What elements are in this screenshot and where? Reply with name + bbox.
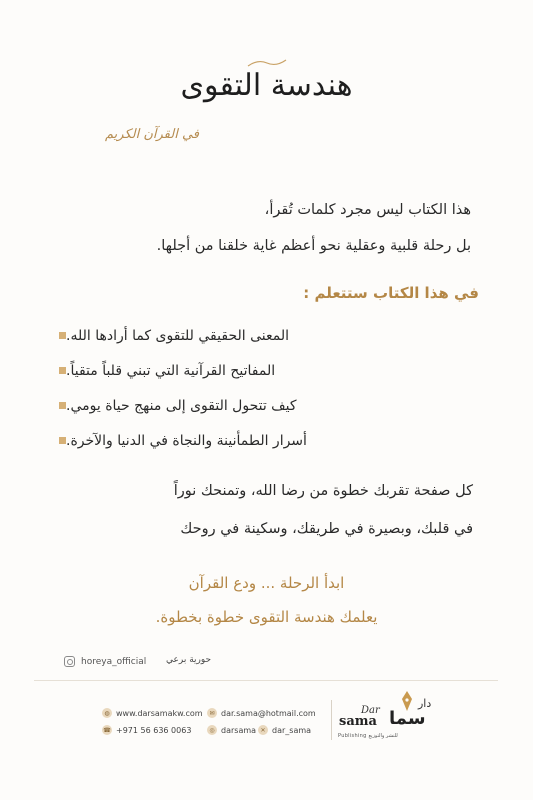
author-handle: horeya_official [81, 656, 147, 667]
instagram-link[interactable] [207, 725, 256, 735]
instagram-text: darsama [221, 725, 257, 735]
list-item-text: كيف تتحول التقوى إلى منهج حياة يومي. [66, 397, 297, 414]
bullet-square-icon [59, 332, 66, 339]
x-link[interactable] [258, 725, 311, 735]
bullet-square-icon [59, 402, 66, 409]
cta-line-2: يعلمك هندسة التقوى خطوة بخطوة. [155, 608, 378, 626]
phone-text: +971 56 636 0063 [116, 725, 192, 735]
title-ornament [246, 58, 288, 68]
list-item-text: المعنى الحقيقي للتقوى كما أرادها الله. [66, 327, 289, 344]
publisher-dar-en: Dar [361, 705, 380, 716]
learning-points-list [45, 318, 475, 458]
phone-link[interactable] [102, 725, 191, 735]
cta-line-1: ابدأ الرحلة ... ودع القرآن [188, 574, 345, 592]
instagram-icon: ◎ [207, 725, 217, 735]
logo-divider [331, 700, 332, 740]
intro-line-2: بل رحلة قلبية وعقلية نحو أعظم غاية خلقنا من أجلها. [156, 238, 471, 254]
list-item-text: المفاتيح القرآنية التي تبني قلباً متقياً. [66, 362, 276, 379]
intro-paragraph [31, 192, 471, 264]
x-text: dar_sama [272, 725, 312, 735]
list-item [45, 318, 475, 353]
mail-icon: ✉ [207, 708, 217, 718]
call-to-action [0, 566, 533, 634]
list-item-text: أسرار الطمأنينة والنجاة في الدنيا والآخرة. [66, 432, 307, 449]
list-item [45, 353, 475, 388]
list-item [45, 423, 475, 458]
email-link[interactable] [207, 708, 316, 718]
website-link[interactable] [102, 708, 203, 718]
publisher-sama-ar: سما [389, 708, 426, 729]
x-icon: ✕ [258, 725, 268, 735]
website-text: www.darsamakw.com [116, 708, 203, 718]
book-subtitle: في القرآن الكريم [105, 127, 199, 142]
closing-line-2: في قلبك، وبصيرة في طريقك، وسكينة في روحك [180, 521, 473, 537]
publisher-sama-en: sama [339, 714, 377, 729]
instagram-icon [64, 656, 75, 667]
author-signature: حورية برعي [166, 655, 212, 665]
footer-divider [34, 680, 498, 681]
email-text: dar.sama@hotmail.com [221, 708, 316, 718]
bullet-square-icon [59, 437, 66, 444]
list-item [45, 388, 475, 423]
closing-paragraph [33, 472, 473, 548]
author-instagram[interactable] [64, 656, 146, 667]
phone-icon: ☎ [103, 726, 111, 734]
intro-line-1: هذا الكتاب ليس مجرد كلمات تُقرأ، [264, 202, 471, 218]
publisher-dar-ar: دار [418, 697, 432, 710]
publisher-tagline: Publishing للنشر والتوزيع [338, 733, 398, 739]
closing-line-1: كل صفحة تقربك خطوة من رضا الله، وتمنحك نوراً [173, 483, 473, 499]
book-title: هندسة التقوى [180, 68, 353, 103]
bullet-square-icon [59, 367, 66, 374]
learn-heading: في هذا الكتاب ستتعلم : [303, 284, 479, 302]
globe-icon: ◍ [102, 708, 112, 718]
